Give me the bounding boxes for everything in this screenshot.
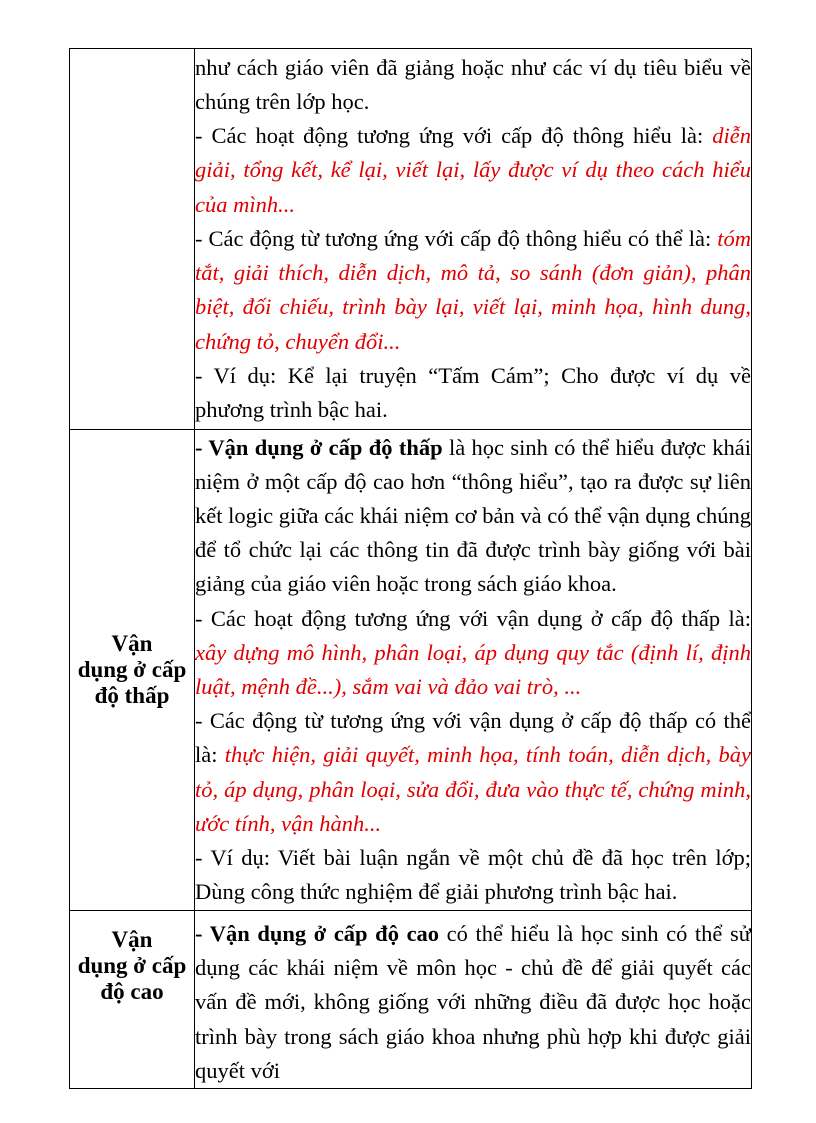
level-label-line: Vận <box>111 927 153 952</box>
verbs-list: thực hiện, giải quyết, minh họa, tính toán, diễn dịch, bày tỏ, áp dụng, phân loại, sửa đổi, đưa vào thực tế, chứng minh, ước tính, vận hành... <box>195 742 751 836</box>
level-label-line: độ thấp <box>94 683 170 708</box>
intro-text: có thể hiểu là học sinh có thể sử dụng các khái niệm về môn học - chủ đề để giải quyết các vấn đề mới, không giống với những điều đã được học hoặc trình bày trong sách giáo khoa nhưng phù hợp khi được giải quyết với <box>195 921 751 1083</box>
verbs-prefix: - Các động từ tương ứng với cấp độ thông hiểu có thể là: <box>195 225 718 251</box>
level-label-cell <box>70 911 195 1089</box>
activities-prefix: - Các hoạt động tương ứng với vận dụng ở cấp độ thấp là: <box>195 605 751 631</box>
table-row-low-application <box>70 430 752 911</box>
intro-paragraph <box>195 431 751 602</box>
intro-paragraph <box>195 917 751 1088</box>
verbs-paragraph <box>195 222 751 359</box>
example-paragraph: - Ví dụ: Kể lại truyện “Tấm Cám”; Cho được ví dụ về phương trình bậc hai. <box>195 362 751 422</box>
level-label-line: Vận <box>111 631 153 656</box>
description-cell <box>195 430 752 911</box>
level-label-line: dụng ở cấp <box>77 953 187 978</box>
activities-paragraph <box>195 602 751 705</box>
content-table <box>69 48 752 1089</box>
table-row-comprehension <box>70 49 752 430</box>
verbs-prefix: - Các động từ tương ứng với vận dụng ở cấp độ thấp có thể là: <box>195 708 751 768</box>
level-label-cell <box>70 430 195 911</box>
activities-prefix: - Các hoạt động tương ứng với cấp độ thông hiểu là: <box>195 123 713 149</box>
verbs-paragraph <box>195 704 751 841</box>
level-label-cell <box>70 49 195 430</box>
intro-text: là học sinh có thể hiểu được khái niệm ở một cấp độ cao hơn “thông hiểu”, tạo ra được sự liên kết logic giữa các khái niệm cơ bản và có thể vận dụng chúng để tổ chức lại các thông tin đã được trình bày giống với bài giảng của giáo viên hoặc trong sách giáo khoa. <box>195 434 751 597</box>
example-paragraph: - Ví dụ: Viết bài luận ngắn về một chủ đề đã học trên lớp; Dùng công thức nghiệm để giải phương trình bậc hai. <box>195 845 751 905</box>
description-cell <box>195 49 752 430</box>
description-cell <box>195 911 752 1089</box>
level-label-line: dụng ở cấp <box>77 657 187 682</box>
intro-bold: - Vận dụng ở cấp độ cao <box>195 921 440 946</box>
intro-bold: - Vận dụng ở cấp độ thấp <box>195 434 443 460</box>
table-row-high-application <box>70 911 752 1089</box>
activities-list: xây dựng mô hình, phân loại, áp dụng quy tắc (định lí, định luật, mệnh đề...), sắm vai và đảo vai trò, ... <box>195 639 751 699</box>
activities-list: diễn giải, tổng kết, kể lại, viết lại, lấy được ví dụ theo cách hiểu của mình... <box>195 123 751 217</box>
activities-paragraph <box>195 119 751 222</box>
verbs-list: tóm tắt, giải thích, diễn dịch, mô tả, so sánh (đơn giản), phân biệt, đối chiếu, trình bày lại, viết lại, minh họa, hình dung, chứng tỏ, chuyển đổi... <box>195 225 751 354</box>
level-label-line: độ cao <box>100 979 164 1004</box>
intro-paragraph: như cách giáo viên đã giảng hoặc như các ví dụ tiêu biểu về chúng trên lớp học. <box>195 54 751 115</box>
